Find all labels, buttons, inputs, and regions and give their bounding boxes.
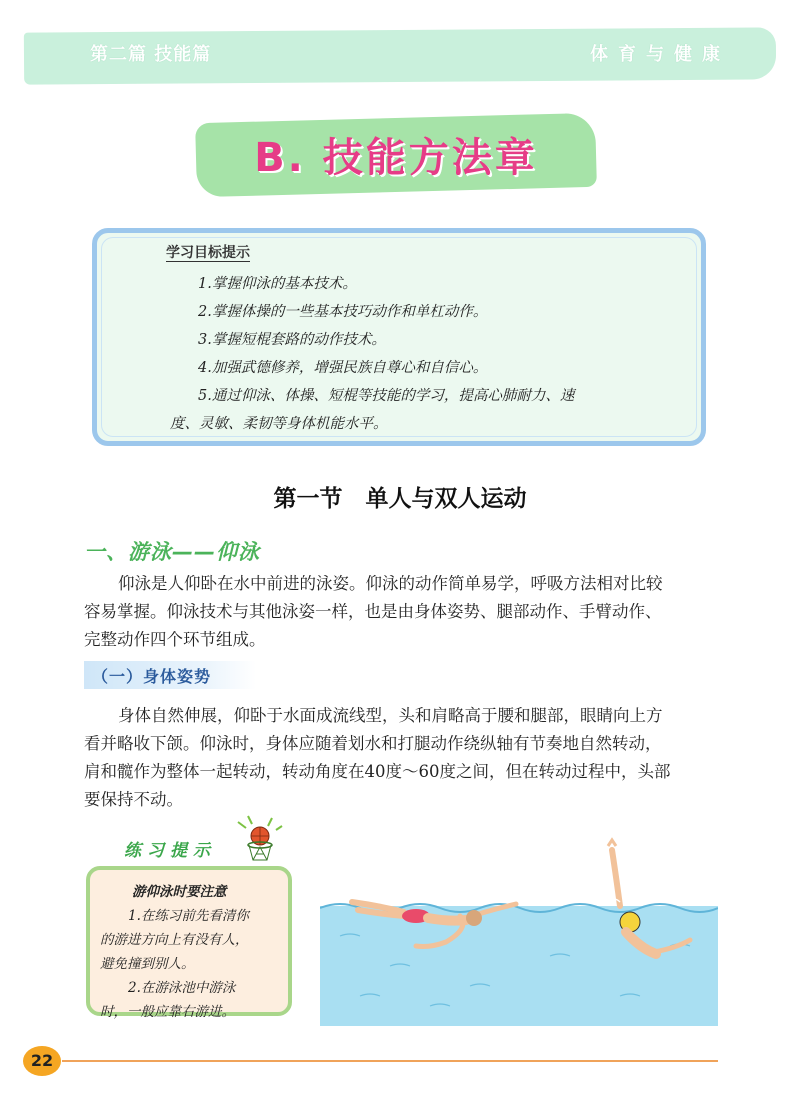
tips-line: 避免撞到别人。 <box>100 956 195 972</box>
topic-title: 一、游泳——仰泳 <box>84 540 260 564</box>
body-paragraph-line: 肩和髋作为整体一起转动，转动角度在40度～60度之间，但在转动过程中，头部 <box>84 762 671 781</box>
intro-paragraph-line: 容易掌握。仰泳技术与其他泳姿一样，也是由身体姿势、腿部动作、手臂动作、 <box>84 602 662 621</box>
goal-item: 3.掌握短棍套路的动作技术。 <box>198 332 386 348</box>
header-book-title: 体育与健康 <box>590 44 730 65</box>
footer-divider <box>62 1060 718 1062</box>
tips-heading: 游仰泳时要注意 <box>132 884 227 900</box>
subsection-title: （一）身体姿势 <box>92 667 212 686</box>
body-paragraph-line: 要保持不动。 <box>84 790 183 809</box>
goal-item: 1.掌握仰泳的基本技术。 <box>198 276 357 292</box>
basketball-hoop-icon <box>232 814 288 866</box>
tips-line: 时，一般应靠右游进。 <box>100 1004 235 1020</box>
page-number: 22 <box>30 1051 54 1070</box>
chapter-title: B. 技能方法章 <box>254 135 538 181</box>
learning-goals-title: 学习目标提示 <box>166 245 250 261</box>
goal-item: 4.加强武德修养，增强民族自尊心和自信心。 <box>198 360 488 376</box>
intro-paragraph-line: 完整动作四个环节组成。 <box>84 630 266 649</box>
practice-tips-title: 练习提示 <box>124 841 216 861</box>
goal-item-continued: 度、灵敏、柔韧等身体机能水平。 <box>170 416 388 432</box>
tips-line: 的游进方向上有没有人， <box>100 932 249 948</box>
tips-line: 2.在游泳池中游泳 <box>128 980 236 996</box>
intro-paragraph-line: 仰泳是人仰卧在水中前进的泳姿。仰泳的动作简单易学，呼吸方法相对比较 <box>118 574 663 593</box>
backstroke-swimmers-illustration <box>320 836 718 1026</box>
body-paragraph-line: 看并略收下颌。仰泳时，身体应随着划水和打腿动作绕纵轴有节奏地自然转动， <box>84 734 662 753</box>
body-paragraph-line: 身体自然伸展，仰卧于水面成流线型，头和肩略高于腰和腿部，眼睛向上方 <box>118 706 663 725</box>
tips-line: 1.在练习前先看清你 <box>128 908 249 924</box>
section-title: 第一节 单人与双人运动 <box>273 486 527 512</box>
goal-item: 5.通过仰泳、体操、短棍等技能的学习，提高心肺耐力、速 <box>198 388 575 404</box>
goal-item: 2.掌握体操的一些基本技巧动作和单杠动作。 <box>198 304 488 320</box>
header-part-title: 第二篇 技能篇 <box>90 44 212 65</box>
